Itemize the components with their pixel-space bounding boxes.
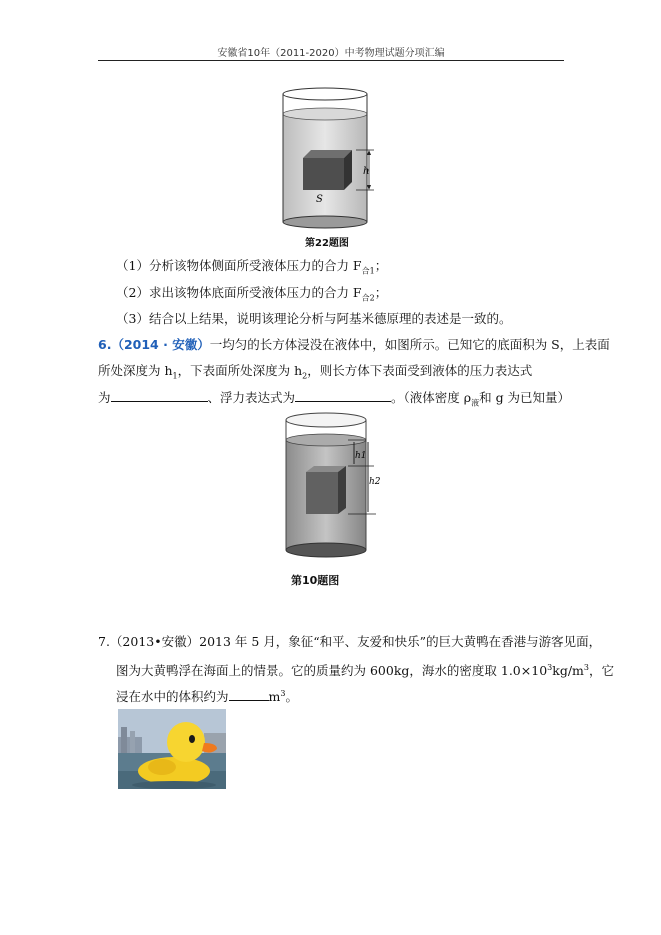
q7-line2: 图为大黄鸭浮在海面上的情景。它的质量约为 600kg，海水的密度取 $1.0\times 10^3kg/m^3$，它 [116, 663, 614, 679]
q5-item1: （1）分析该物体侧面所受液体压力的合力 $F_{合1}$； [116, 258, 388, 276]
page-header: 安徽省10年（2011-2020）中考物理试题分项汇编 [217, 48, 445, 59]
header-rule [98, 60, 564, 61]
figure-cylinder-block [276, 410, 386, 582]
q5-item3: （3）结合以上结果，说明该理论分析与阿基米德原理的表述是一致的。 [116, 311, 512, 326]
answer-blank-volume[interactable] [229, 688, 269, 701]
q7-line1: 7.（2013•安徽）2013 年 5 月，象征“和平、友爱和快乐”的巨大黄鸭在香港与游客见面， [98, 634, 602, 649]
q6-line1: 6.（2014 · 安徽）一均匀的长方体浸没在液体中，如图所示。已知它的底面积为 S，上表面 [98, 337, 610, 352]
answer-blank-buoyancy[interactable] [295, 389, 391, 402]
answer-blank-pressure[interactable] [111, 389, 208, 402]
q6-line3: 为 、浮力表达式为 。（液体密度 $\rho_液$和 g 为已知量） [98, 390, 571, 408]
q5-item2: （2）求出该物体底面所受液体压力的合力 $F_{合2}$； [116, 285, 388, 303]
rubber-duck-photo [118, 709, 226, 789]
figure1-caption: 第22题图 [305, 238, 349, 249]
label-h1: h1 [355, 451, 367, 461]
figure2-caption: 第10题图 [291, 574, 340, 587]
q6-line2: 所处深度为 $h_1$，下表面所处深度为 $h_2$，则长方体下表面受到液体的压力表达式 [98, 363, 533, 381]
label-s: S [316, 194, 323, 205]
label-h: h [363, 166, 370, 177]
q7-line3: 浸在水中的体积约为 $m^3$。 [116, 689, 298, 705]
figure-cylinder-cube [270, 84, 390, 234]
q6-source: 6.（2014 · 安徽） [98, 337, 210, 352]
label-h2: h2 [369, 477, 381, 487]
